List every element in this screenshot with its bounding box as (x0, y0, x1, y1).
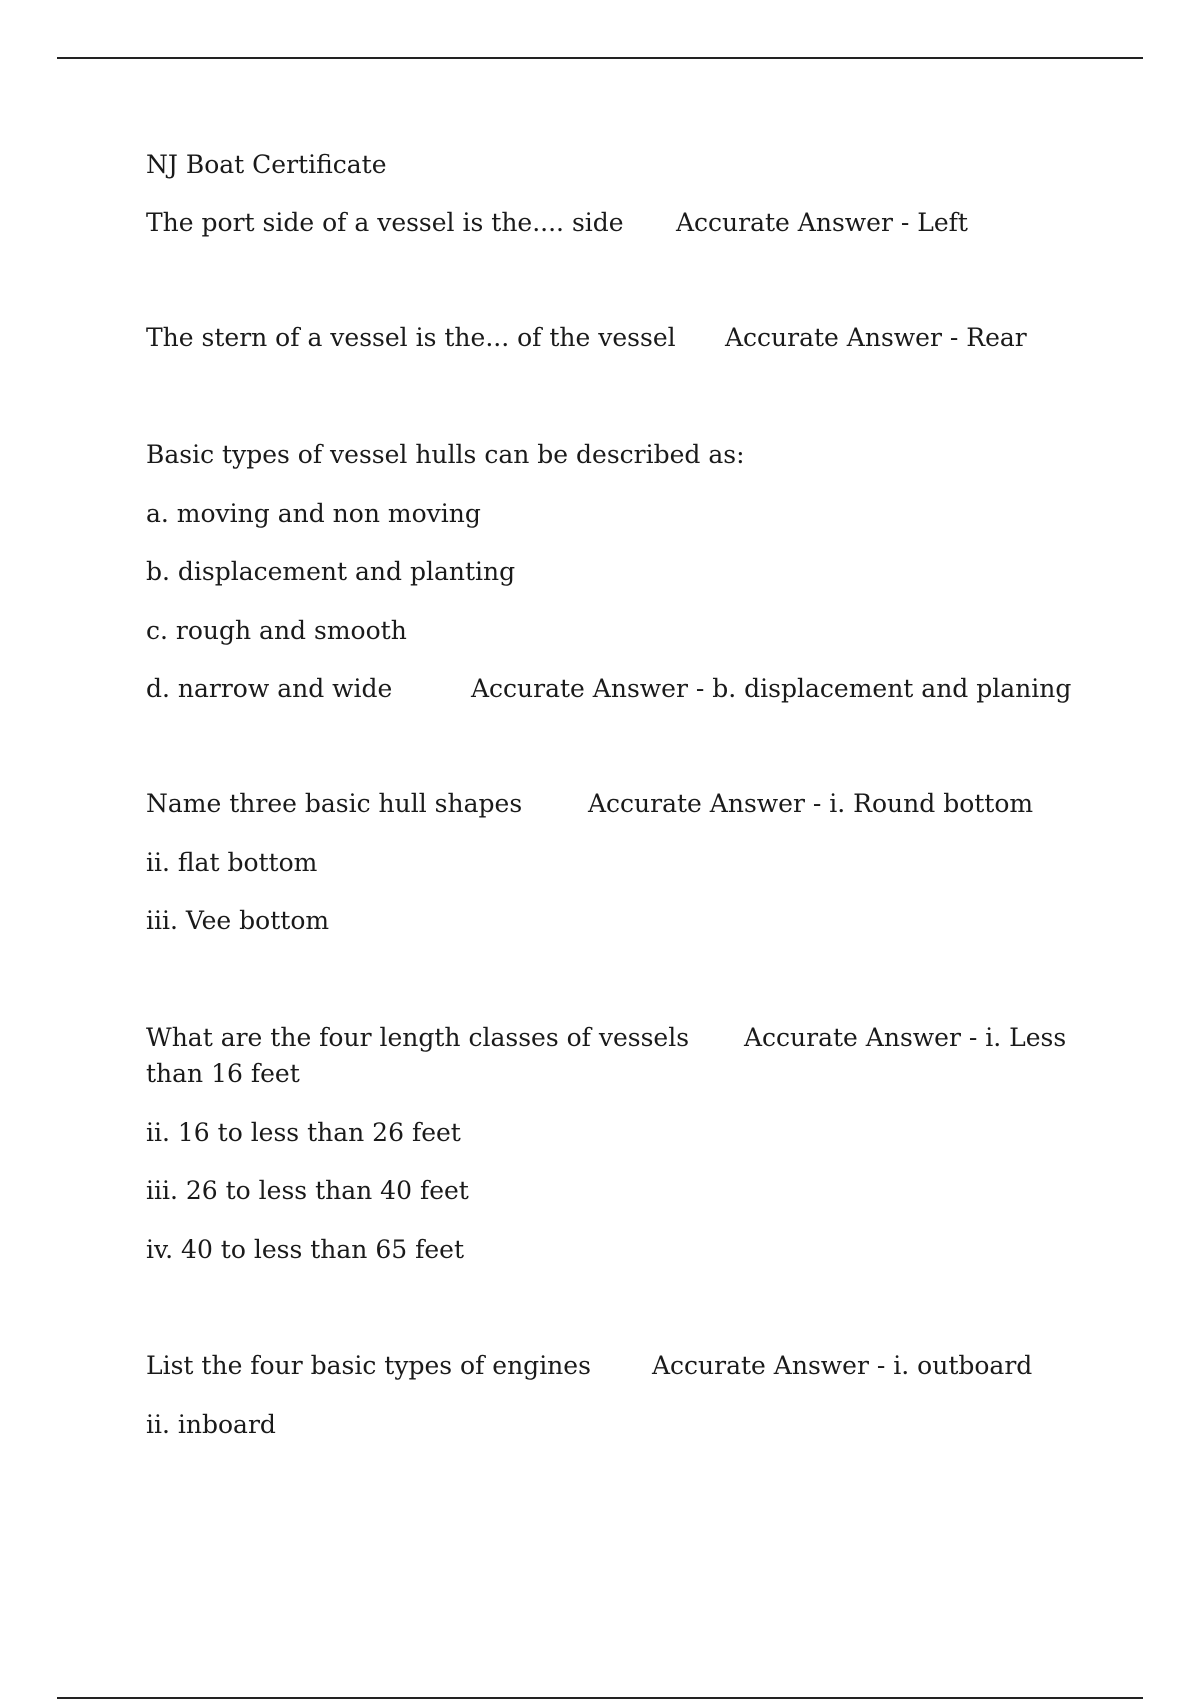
list-item: ii. flat bottom (146, 848, 318, 877)
option-item: c. rough and smooth (146, 616, 407, 645)
question-3: Basic types of vessel hulls can be described as: (146, 440, 745, 469)
top-rule (57, 57, 1143, 59)
answer-2: Accurate Answer - Rear (725, 323, 1027, 352)
question-4: Name three basic hull shapes (146, 789, 523, 818)
document-title: NJ Boat Certificate (146, 150, 387, 179)
question-5: What are the four length classes of vessels (146, 1023, 690, 1052)
list-item: iii. 26 to less than 40 feet (146, 1176, 469, 1205)
question-2: The stern of a vessel is the... of the vessel (146, 323, 676, 352)
option-item: a. moving and non moving (146, 499, 481, 528)
list-item: ii. inboard (146, 1410, 276, 1439)
list-item: ii. 16 to less than 26 feet (146, 1118, 461, 1147)
list-item: iv. 40 to less than 65 feet (146, 1235, 464, 1264)
answer-5-continued: than 16 feet (146, 1059, 300, 1088)
answer-5: Accurate Answer - i. Less (744, 1023, 1067, 1052)
option-item: d. narrow and wide (146, 674, 393, 703)
list-item: iii. Vee bottom (146, 906, 330, 935)
answer-6: Accurate Answer - i. outboard (652, 1351, 1033, 1380)
answer-3: Accurate Answer - b. displacement and planing (471, 674, 1072, 703)
answer-4: Accurate Answer - i. Round bottom (588, 789, 1034, 818)
bottom-rule (57, 1697, 1143, 1699)
question-1: The port side of a vessel is the.... side (146, 208, 624, 237)
option-item: b. displacement and planting (146, 557, 516, 586)
answer-1: Accurate Answer - Left (676, 208, 968, 237)
question-6: List the four basic types of engines (146, 1351, 591, 1380)
